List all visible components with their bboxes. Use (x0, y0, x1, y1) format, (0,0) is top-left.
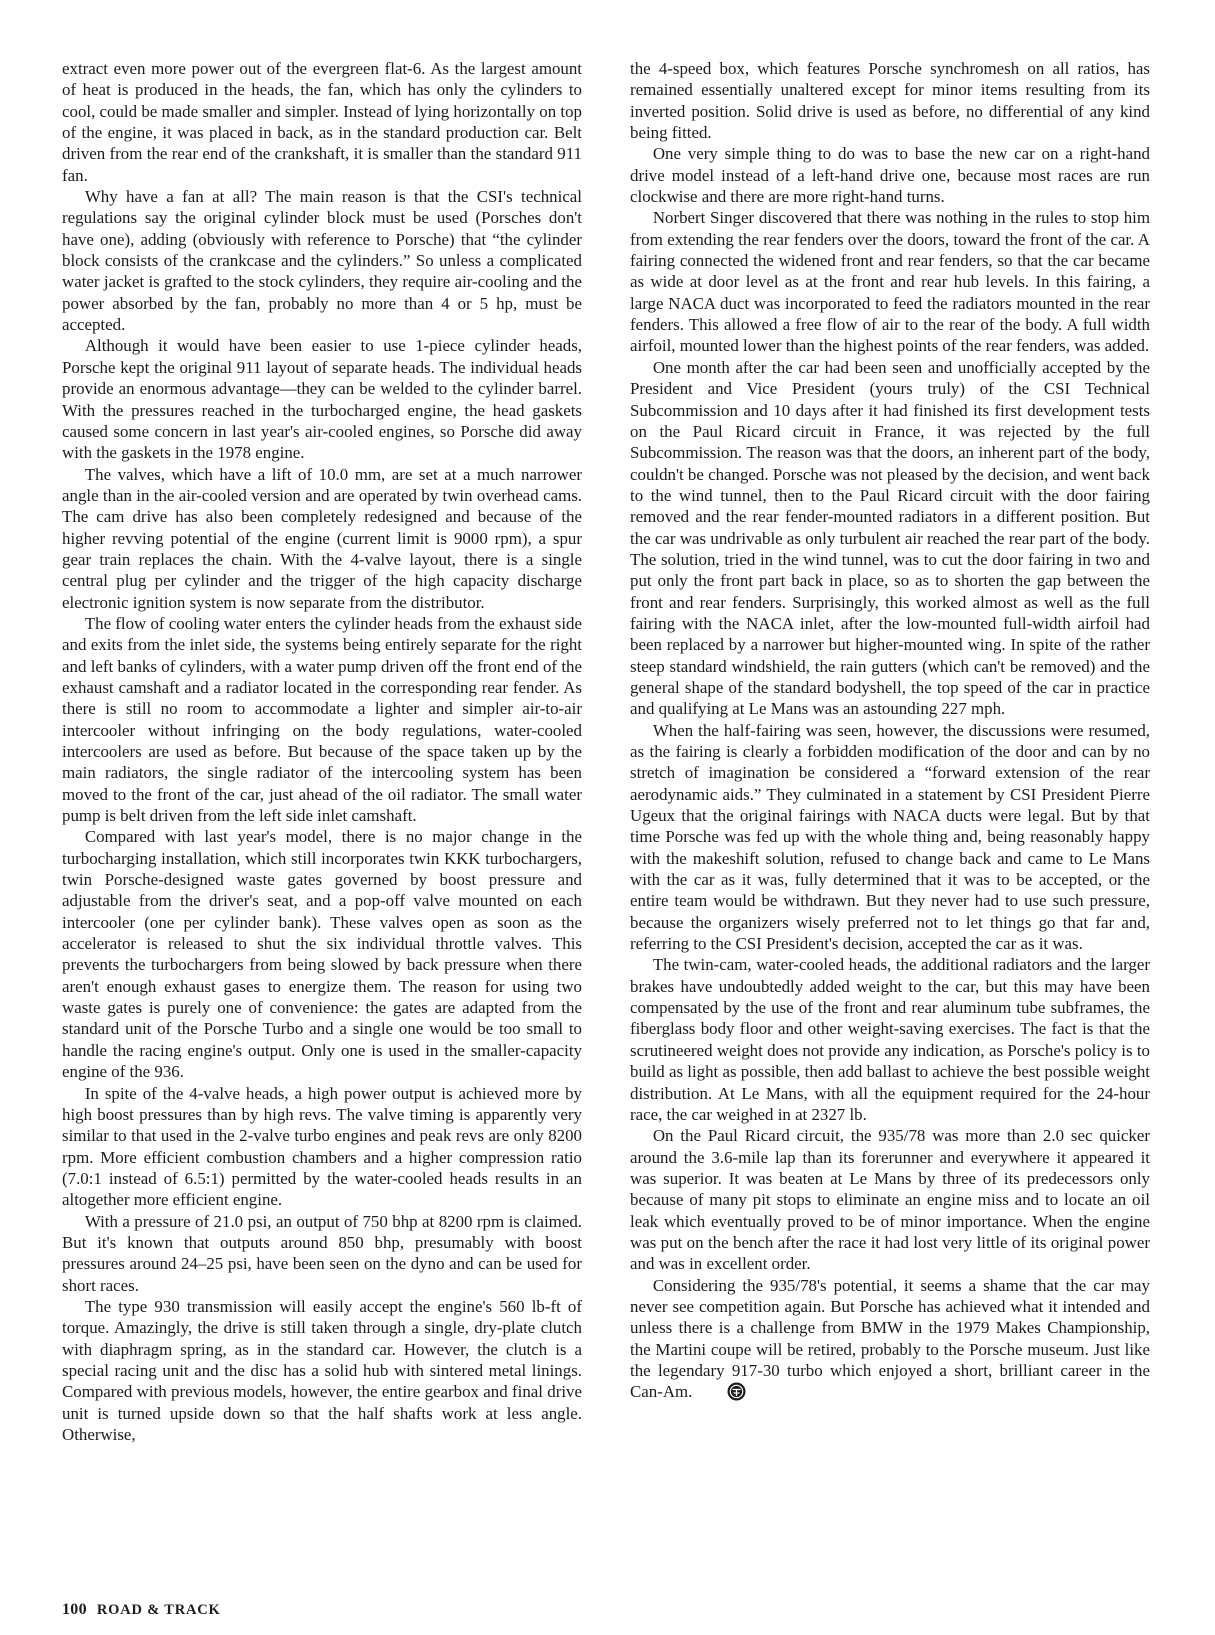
paragraph: Why have a fan at all? The main reason is that the CSI's technical regulations say the original cylinder block must be used (Porsches don't have one), adding (obviously with reference to Porsche) that “the cylinder block consists of the crankcase and the cylinders.” So unless a complicated water jacket is grafted to the stock cylinders, they require air-cooling and the power absorbed by the fan, probably no more than 4 or 5 hp, must be accepted. (62, 187, 582, 335)
paragraph: In spite of the 4-valve heads, a high power output is achieved more by high boost pressures than by high revs. The valve timing is apparently very similar to that used in the 2-valve turbo engines and peak revs are only 8200 rpm. More efficient combustion chambers and a higher compression ratio (7.0:1 instead of 6.5:1) permitted by the water-cooled heads results in an altogether more efficient engine. (62, 1083, 582, 1210)
page-footer (62, 1601, 221, 1619)
road-and-track-logo-icon (704, 1382, 723, 1401)
paragraph-text: Considering the 935/78's potential, it seems a shame that the car may never see competition again. But Porsche has achieved what it intended and unless there is a challenge from BMW in the 1979 Makes Championship, the Martini coupe will be retired, probably to the Porsche museum. Just like the legendary 917-30 turbo which enjoyed a short, brilliant career in the Can-Am. (630, 1275, 1150, 1402)
paragraph: When the half-fairing was seen, however, the discussions were resumed, as the fairing is clearly a forbidden modification of the door and can by no stretch of imagination be considered a “forward extension of the rear aerodynamic aids.” They culminated in a statement by CSI President Pierre Ugeux that the original fairings with NACA ducts were legal. But by that time Porsche was fed up with the whole thing and, being reasonably happy with the makeshift solution, refused to change back and came to Le Mans with the car as it was, fully determined that it was to be accepted, or the entire team would be withdrawn. But they never had to use such pressure, because the organizers wisely preferred not to let things go that far and, referring to the CSI President's decision, accepted the car as it was. (630, 720, 1150, 954)
paragraph: With a pressure of 21.0 psi, an output of 750 bhp at 8200 rpm is claimed. But it's known that outputs around 850 bhp, presumably with boost pressures around 24–25 psi, have been seen on the dyno and can be used for short races. (62, 1211, 582, 1295)
magazine-name: ROAD & TRACK (96, 1602, 221, 1618)
paragraph: On the Paul Ricard circuit, the 935/78 was more than 2.0 sec quicker around the 3.6-mile lap than its forerunner and everywhere it appeared it was superior. It was beaten at Le Mans by three of its predecessors only because of many pit stops to eliminate an engine miss and to locate an oil leak which eventually proved to be of minor importance. When the engine was put on the bench after the race it had lost very little of its original power and was in excellent order. (630, 1126, 1150, 1274)
paragraph: Compared with last year's model, there is no major change in the turbocharging installation, which still incorporates twin KKK turbochargers, twin Porsche-designed waste gates governed by boost pressure and adjustable from the driver's seat, and a pop-off valve mounted on each intercooler (one per cylinder bank). These valves open as soon as the accelerator is released to shut the six individual throttle valves. This prevents the turbochargers from being slowed by back pressure when there aren't enough exhaust gases to energize them. The reason for using two waste gates is purely one of convenience: the gates are adapted from the standard unit of the Porsche Turbo and a single one would be too small to handle the racing engine's output. Only one is used in the smaller-capacity engine of the 936. (62, 827, 582, 1082)
page-number: 100 (62, 1601, 87, 1618)
paragraph: extract even more power out of the evergreen flat-6. As the largest amount of heat is produced in the heads, the fan, which has only the cylinders to cool, could be made smaller and simpler. Instead of lying horizontally on top of the engine, it was placed in back, as in the standard production car. Belt driven from the rear end of the crankshaft, it is smaller than the standard 911 fan. (62, 59, 582, 185)
paragraph: One very simple thing to do was to base the new car on a right-hand drive model instead of a left-hand drive one, because most races are run clockwise and there are more right-hand turns. (630, 144, 1150, 207)
paragraph: Norbert Singer discovered that there was nothing in the rules to stop him from extending the rear fenders over the doors, toward the front of the car. A fairing connected the widened front and rear fenders, so that the car became as wide at door level as at the front and rear hub levels. In this fairing, a large NACA duct was incorporated to feed the radiators mounted in the rear fenders. This allowed a free flow of air to the rear of the body. A full width airfoil, mounted lower than the highest points of the rear fenders, was added. (630, 208, 1150, 356)
article-column-right (630, 58, 1150, 1403)
paragraph: The flow of cooling water enters the cylinder heads from the exhaust side and exits from the inlet side, the systems being entirely separate for the right and left banks of cylinders, with a water pump driven off the front end of the exhaust camshaft and a radiator located in the corresponding rear fender. As there is still no room to accommodate a lighter and simpler air-to-air intercooler without infringing on the body regulations, water-cooled intercoolers are used as before. But because of the space taken up by the main radiators, the single radiator of the intercooling system has been moved to the front of the car, just ahead of the oil radiator. The small water pump is belt driven from the left side inlet camshaft. (62, 613, 582, 826)
paragraph: The twin-cam, water-cooled heads, the additional radiators and the larger brakes have undoubtedly added weight to the car, but this may have been compensated by the use of the front and rear aluminum tube subframes, the fiberglass body floor and other weight-saving exercises. The fact is that the scrutineered weight does not provide any indication, as Porsche's policy is to build as light as possible, then add ballast to achieve the best possible weight distribution. At Le Mans, with all the equipment required for the 24-hour race, the car weighed in at 2327 lb. (630, 955, 1150, 1124)
paragraph-last (630, 1275, 1150, 1403)
paragraph: Although it would have been easier to use 1-piece cylinder heads, Porsche kept the original 911 layout of separate heads. The individual heads provide an enormous advantage—they can be welded to the cylinder barrel. With the pressures reached in the turbocharged engine, the head gaskets caused some concern in last year's air-cooled engines, so Porsche did away with the gaskets in the 1978 engine. (62, 336, 582, 463)
paragraph: The valves, which have a lift of 10.0 mm, are set at a much narrower angle than in the air-cooled version and are operated by twin overhead cams. The cam drive has also been completely redesigned and because of the higher revving potential of the engine (current limit is 9000 rpm), a spur gear train replaces the chain. With the 4-valve layout, there is a single central plug per cylinder and the trigger of the high capacity discharge electronic ignition system is now separate from the distributor. (62, 464, 582, 612)
paragraph: One month after the car had been seen and unofficially accepted by the President and Vice President (yours truly) of the CSI Technical Subcommission and 10 days after it had finished its first development tests on the Paul Ricard circuit in France, it was rejected by the full Subcommission. The reason was that the doors, an inherent part of the body, couldn't be changed. Porsche was not pleased by the decision, and went back to the wind tunnel, then to the Paul Ricard circuit with the door fairing removed and the rear fender-mounted radiators in a different position. But the car was undrivable as only turbulent air reached the rear part of the body. The solution, tried in the wind tunnel, was to cut the door fairing in two and put only the front part back in place, so as to shorten the gap between the front and rear fenders. Surprisingly, this worked almost as well as the full fairing with the NACA inlet, after the low-mounted full-width airfoil had been replaced by a narrower but higher-mounted wing. In spite of the rather steep standard windshield, the rain gutters (which can't be removed) and the general shape of the standard bodyshell, the top speed of the car in practice and qualifying at Le Mans was an astounding 227 mph. (630, 357, 1150, 719)
article-column-left (62, 58, 582, 1445)
paragraph: The type 930 transmission will easily accept the engine's 560 lb-ft of torque. Amazingly, the drive is still taken through a single, dry-plate clutch with diaphragm spring, as in the standard car. However, the clutch is a special racing unit and the disc has a solid hub with sintered metal linings. Compared with previous models, however, the entire gearbox and final drive unit is turned upside down so that the half shafts work at less angle. Otherwise, (62, 1296, 582, 1444)
paragraph: the 4-speed box, which features Porsche synchromesh on all ratios, has remained essentially unaltered except for minor items resulting from its inverted position. Solid drive is used as before, no differential of any kind being fitted. (630, 59, 1150, 143)
